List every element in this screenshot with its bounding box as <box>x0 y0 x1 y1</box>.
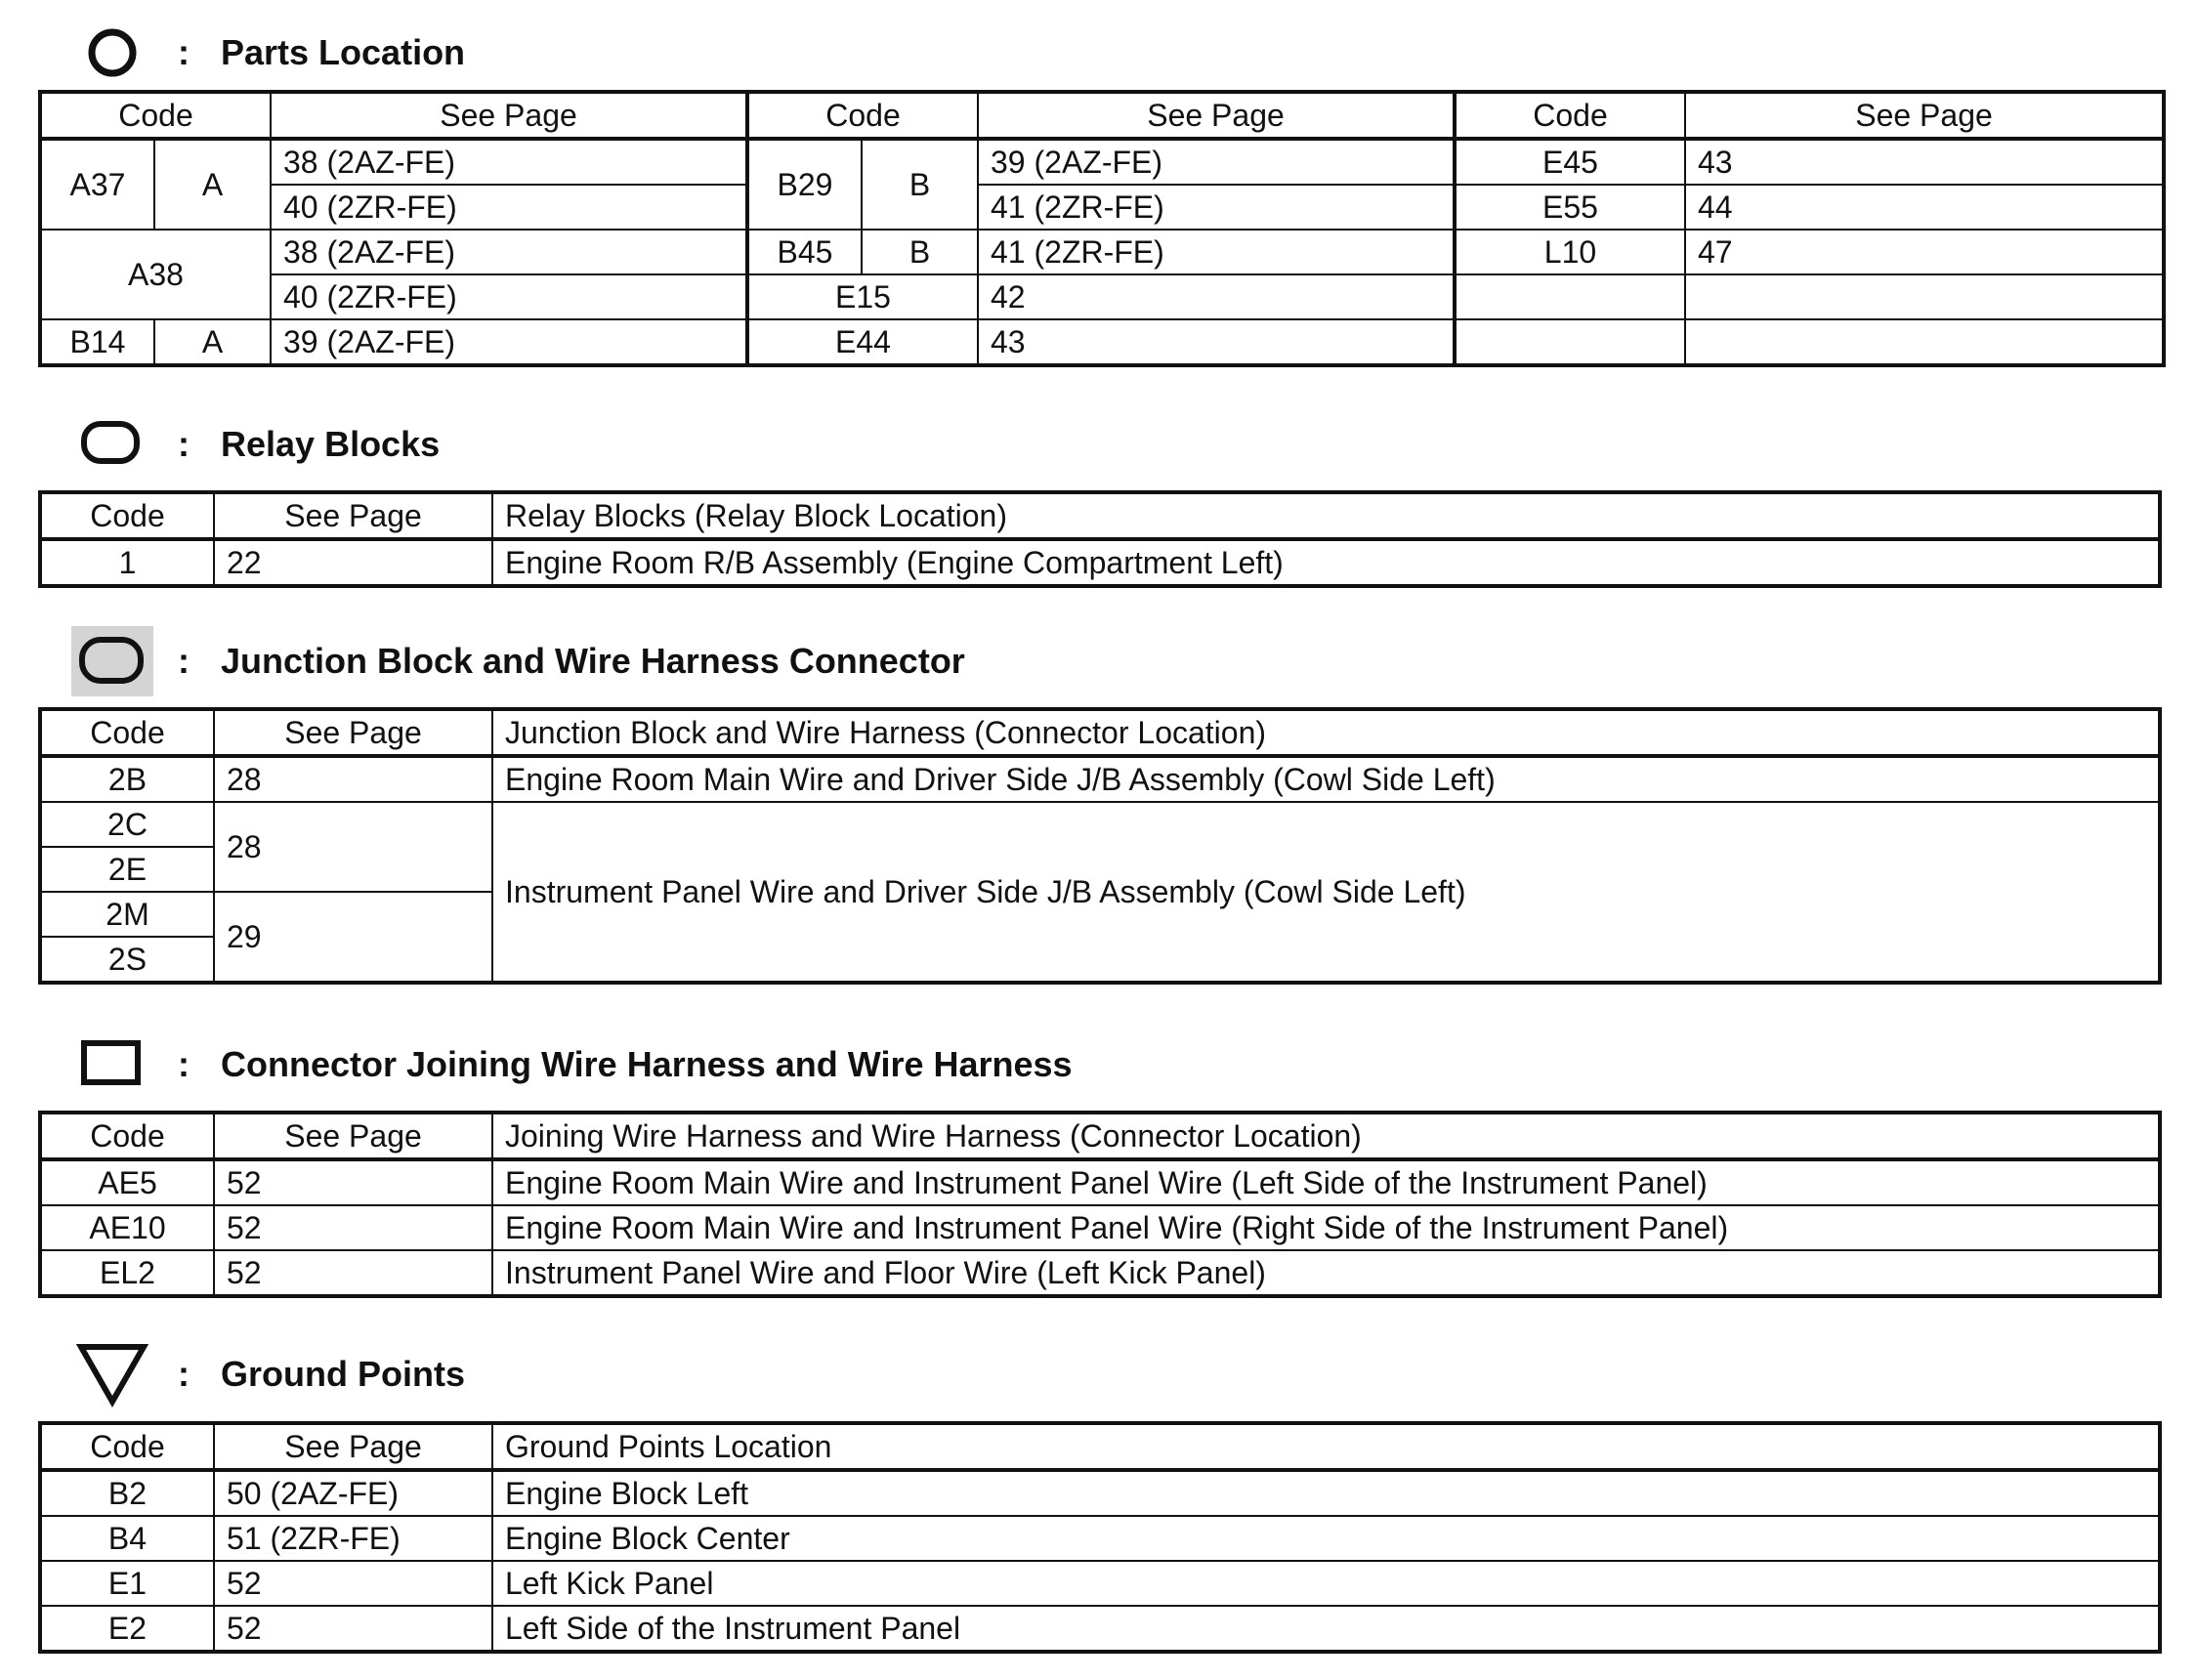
header-code: Code <box>40 492 214 539</box>
page-cell: 50 (2AZ-FE) <box>214 1470 492 1516</box>
page-cell: 39 (2AZ-FE) <box>271 319 747 365</box>
junction-block-heading <box>68 622 965 700</box>
table-header-row <box>40 709 2160 756</box>
connector-joining-table <box>38 1111 2162 1298</box>
code-cell: E1 <box>40 1561 214 1606</box>
relay-blocks-table <box>38 490 2162 588</box>
page-cell: 43 <box>1685 139 2164 185</box>
page-cell: 40 (2ZR-FE) <box>271 274 747 319</box>
table-header-row <box>40 1423 2160 1470</box>
section-title: Junction Block and Wire Harness Connector <box>221 641 965 681</box>
code-cell: A38 <box>40 230 271 319</box>
description-cell: Left Kick Panel <box>492 1561 2160 1606</box>
table-row <box>40 1250 2160 1296</box>
description-cell: Engine Block Center <box>492 1516 2160 1561</box>
page-cell: 38 (2AZ-FE) <box>271 139 747 185</box>
page-cell: 38 (2AZ-FE) <box>271 230 747 274</box>
page-cell: 44 <box>1685 185 2164 230</box>
code-cell: E45 <box>1455 139 1685 185</box>
circle-icon <box>68 14 156 92</box>
section-title: Ground Points <box>221 1354 465 1394</box>
relay-blocks-heading <box>68 405 440 483</box>
rounded-rect-icon <box>68 405 156 483</box>
sub-code-cell: A <box>154 139 271 230</box>
code-cell: B2 <box>40 1470 214 1516</box>
triangle-down-icon <box>68 1335 156 1413</box>
page-cell: 52 <box>214 1159 492 1205</box>
header-see-page: See Page <box>214 709 492 756</box>
code-cell: 2E <box>40 847 214 892</box>
description-cell: Engine Room Main Wire and Driver Side J/B Assembly (Cowl Side Left) <box>492 756 2160 802</box>
rectangle-icon <box>68 1026 156 1104</box>
description-cell: Engine Room R/B Assembly (Engine Compartment Left) <box>492 539 2160 586</box>
code-cell: A37 <box>40 139 154 230</box>
table-row <box>40 1159 2160 1205</box>
heading-colon: : <box>178 32 190 72</box>
code-cell: AE5 <box>40 1159 214 1205</box>
empty-cell <box>1455 319 1685 365</box>
ground-points-table <box>38 1421 2162 1654</box>
heading-colon: : <box>178 1354 190 1394</box>
heading-colon: : <box>178 1044 190 1084</box>
code-cell: EL2 <box>40 1250 214 1296</box>
empty-cell <box>1685 319 2164 365</box>
page-cell: 42 <box>978 274 1455 319</box>
code-cell: AE10 <box>40 1205 214 1250</box>
header-see-page: See Page <box>1685 92 2164 139</box>
description-cell: Engine Room Main Wire and Instrument Panel Wire (Right Side of the Instrument Panel) <box>492 1205 2160 1250</box>
page-cell: 52 <box>214 1561 492 1606</box>
description-cell: Left Side of the Instrument Panel <box>492 1606 2160 1652</box>
parts-location-table <box>38 90 2166 367</box>
header-see-page: See Page <box>214 1113 492 1159</box>
table-header-row <box>40 1113 2160 1159</box>
heading-colon: : <box>178 641 190 681</box>
code-cell: B29 <box>747 139 862 230</box>
empty-cell <box>1455 274 1685 319</box>
table-row <box>40 1470 2160 1516</box>
page-cell: 29 <box>214 892 492 983</box>
page-cell: 43 <box>978 319 1455 365</box>
table-row <box>40 756 2160 802</box>
table-row <box>40 185 2164 230</box>
header-see-page: See Page <box>214 492 492 539</box>
code-cell: E55 <box>1455 185 1685 230</box>
table-header-row <box>40 492 2160 539</box>
code-cell: B45 <box>747 230 862 274</box>
page-cell: 39 (2AZ-FE) <box>978 139 1455 185</box>
table-row <box>40 139 2164 185</box>
sub-code-cell: B <box>862 230 978 274</box>
parts-location-heading <box>68 14 465 92</box>
table-row <box>40 1205 2160 1250</box>
header-description: Joining Wire Harness and Wire Harness (Connector Location) <box>492 1113 2160 1159</box>
table-row <box>40 539 2160 586</box>
description-cell: Instrument Panel Wire and Driver Side J/B Assembly (Cowl Side Left) <box>492 802 2160 983</box>
code-cell: 2C <box>40 802 214 847</box>
table-row <box>40 230 2164 274</box>
header-code: Code <box>40 1113 214 1159</box>
code-cell: E15 <box>747 274 978 319</box>
sub-code-cell: A <box>154 319 271 365</box>
code-cell: 2B <box>40 756 214 802</box>
table-row <box>40 802 2160 847</box>
page-cell: 47 <box>1685 230 2164 274</box>
page-cell: 28 <box>214 756 492 802</box>
section-title: Parts Location <box>221 32 466 72</box>
page-cell: 52 <box>214 1250 492 1296</box>
table-row <box>40 1606 2160 1652</box>
table-row <box>40 1516 2160 1561</box>
ground-points-heading <box>68 1335 465 1413</box>
page-cell: 51 (2ZR-FE) <box>214 1516 492 1561</box>
header-description: Junction Block and Wire Harness (Connector Location) <box>492 709 2160 756</box>
table-header-row <box>40 92 2164 139</box>
empty-cell <box>1685 274 2164 319</box>
page-cell: 41 (2ZR-FE) <box>978 185 1455 230</box>
code-cell: 2S <box>40 937 214 983</box>
section-title: Connector Joining Wire Harness and Wire Harness <box>221 1044 1073 1084</box>
page-cell: 52 <box>214 1606 492 1652</box>
sub-code-cell: B <box>862 139 978 230</box>
description-cell: Engine Block Left <box>492 1470 2160 1516</box>
code-cell: E2 <box>40 1606 214 1652</box>
page-cell: 28 <box>214 802 492 892</box>
page-cell: 52 <box>214 1205 492 1250</box>
connector-joining-heading <box>68 1026 1073 1104</box>
code-cell: L10 <box>1455 230 1685 274</box>
header-see-page: See Page <box>978 92 1455 139</box>
description-cell: Engine Room Main Wire and Instrument Panel Wire (Left Side of the Instrument Panel) <box>492 1159 2160 1205</box>
header-description: Ground Points Location <box>492 1423 2160 1470</box>
code-cell: B14 <box>40 319 154 365</box>
table-row <box>40 1561 2160 1606</box>
header-see-page: See Page <box>214 1423 492 1470</box>
header-code: Code <box>40 92 271 139</box>
header-description: Relay Blocks (Relay Block Location) <box>492 492 2160 539</box>
header-see-page: See Page <box>271 92 747 139</box>
code-cell: B4 <box>40 1516 214 1561</box>
rounded-rect-shaded-icon <box>68 622 156 700</box>
page-cell: 40 (2ZR-FE) <box>271 185 747 230</box>
header-code: Code <box>40 709 214 756</box>
header-code: Code <box>747 92 978 139</box>
page-cell: 41 (2ZR-FE) <box>978 230 1455 274</box>
header-code: Code <box>40 1423 214 1470</box>
code-cell: E44 <box>747 319 978 365</box>
table-row <box>40 274 2164 319</box>
junction-block-table <box>38 707 2162 985</box>
table-row <box>40 319 2164 365</box>
section-title: Relay Blocks <box>221 424 441 464</box>
header-code: Code <box>1455 92 1685 139</box>
heading-colon: : <box>178 424 190 464</box>
code-cell: 2M <box>40 892 214 937</box>
page-cell: 22 <box>214 539 492 586</box>
code-cell: 1 <box>40 539 214 586</box>
description-cell: Instrument Panel Wire and Floor Wire (Left Kick Panel) <box>492 1250 2160 1296</box>
